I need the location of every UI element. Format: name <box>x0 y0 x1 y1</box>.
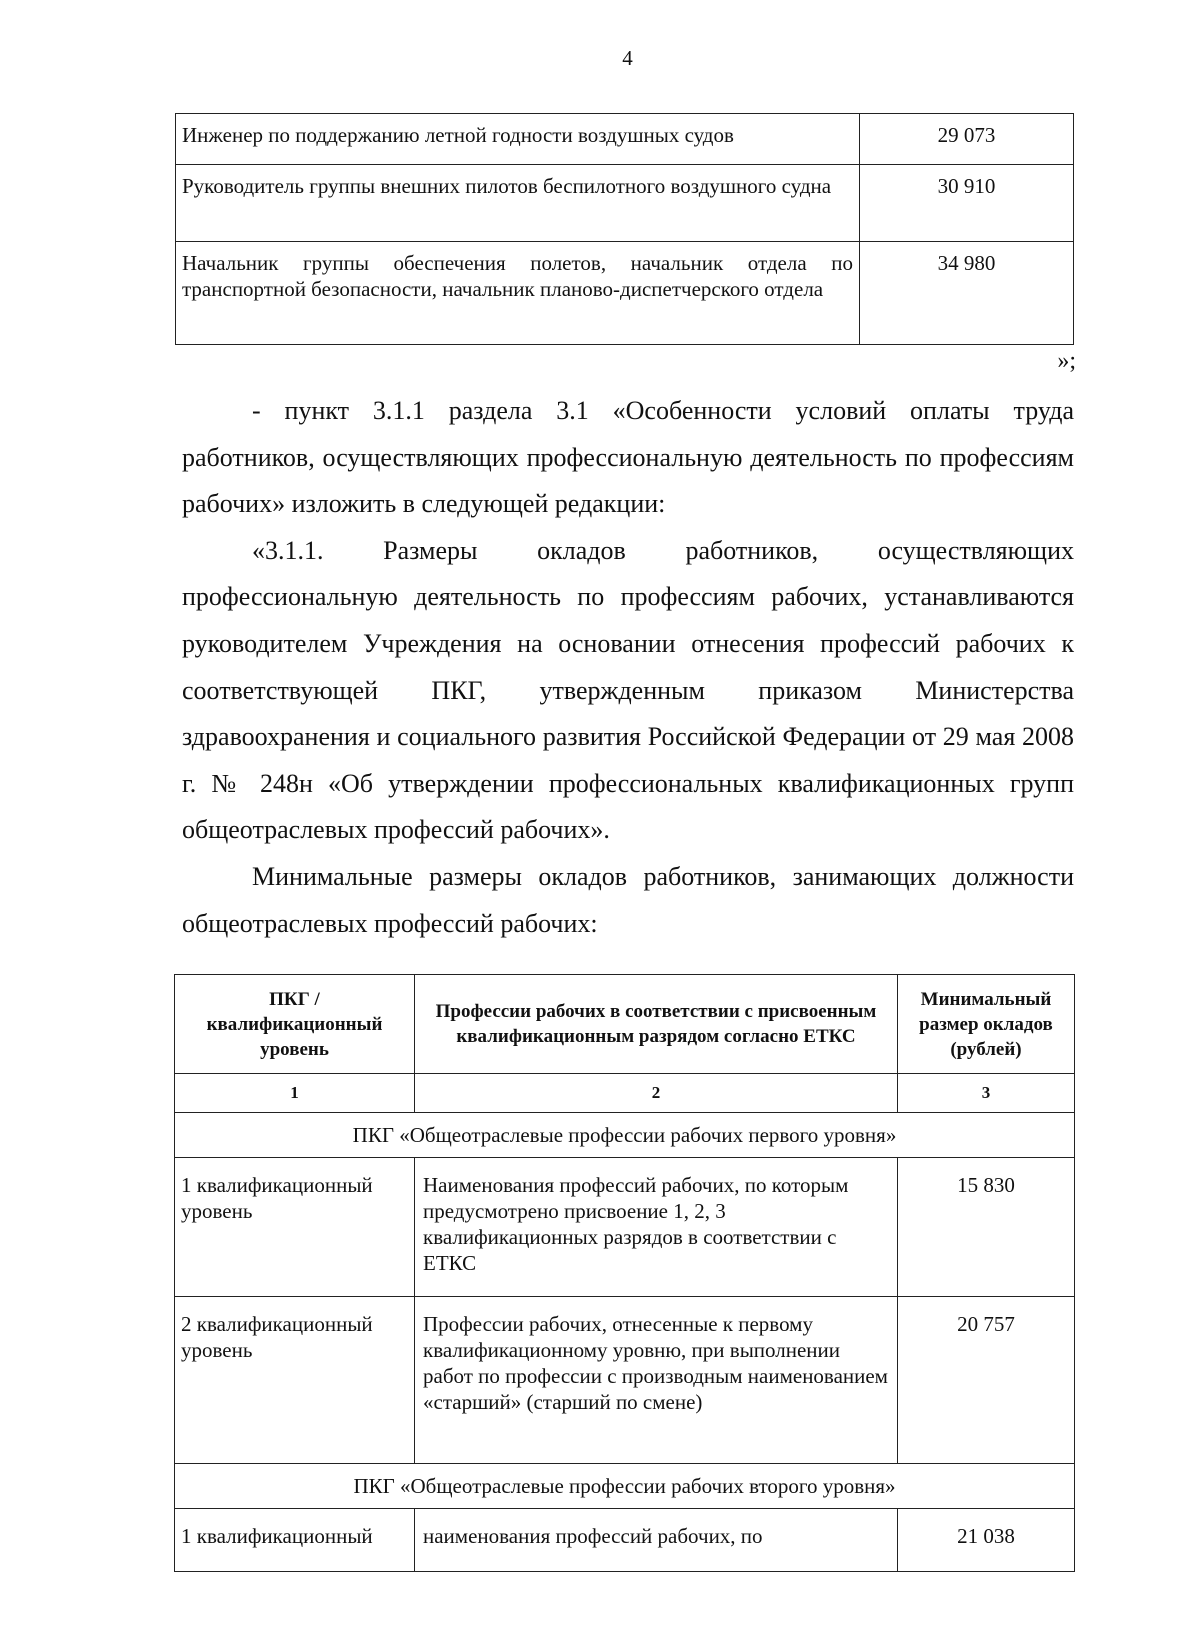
professions-description: Наименования профессий рабочих, по которым предусмотрено присвоение 1, 2, 3 квалификационных разрядов в соответствии с ЕТКС <box>415 1158 898 1297</box>
minimum-salary: 15 830 <box>898 1158 1075 1297</box>
position-salary: 29 073 <box>860 114 1074 165</box>
position-name: Инженер по поддержанию летной годности воздушных судов <box>176 114 860 165</box>
group-row <box>175 1464 1075 1509</box>
group-title: ПКГ «Общеотраслевые профессии рабочих первого уровня» <box>175 1113 1075 1158</box>
table-row <box>176 114 1074 165</box>
column-number: 3 <box>898 1074 1075 1113</box>
group-title: ПКГ «Общеотраслевые профессии рабочих второго уровня» <box>175 1464 1075 1509</box>
intro-paragraph: Минимальные размеры окладов работников, занимающих должности общеотраслевых профессий рабочих: <box>182 861 1074 938</box>
column-header-level: ПКГ / квалификационный уровень <box>175 975 415 1074</box>
table-row <box>175 1158 1075 1297</box>
table-row <box>175 1509 1075 1572</box>
clause-paragraph: «3.1.1. Размеры окладов работников, осуществляющих профессиональную деятельность по профессиям рабочих, устанавливаются руководителем Учреждения на основании отнесения профессий рабочих к соответствующей ПКГ, утвержденным приказом Министерства здравоохранения и социального развития Российской Федерации от 29 мая 2008 г. № 248н «Об утверждении профессиональных квалификационных групп общеотраслевых профессий рабочих». <box>182 535 1074 845</box>
group-row <box>175 1113 1075 1158</box>
column-number-row <box>175 1074 1075 1113</box>
page-number: 4 <box>622 46 633 70</box>
closing-quote: »; <box>1057 348 1076 374</box>
minimum-salary: 20 757 <box>898 1297 1075 1464</box>
minimum-salary: 21 038 <box>898 1509 1075 1572</box>
qualification-level: 2 квалификационный уровень <box>175 1297 415 1464</box>
position-salary: 30 910 <box>860 165 1074 242</box>
column-number: 1 <box>175 1074 415 1113</box>
table-header-row <box>175 975 1075 1074</box>
amendment-paragraph: - пункт 3.1.1 раздела 3.1 «Особенности условий оплаты труда работников, осуществляющих профессиональную деятельность по профессиям рабочих» изложить в следующей редакции: <box>182 396 1074 519</box>
positions-salary-table <box>175 113 1074 345</box>
table-row <box>176 242 1074 345</box>
table-row <box>175 1297 1075 1464</box>
position-salary: 34 980 <box>860 242 1074 345</box>
position-name: Руководитель группы внешних пилотов беспилотного воздушного судна <box>176 165 860 242</box>
professions-description: Профессии рабочих, отнесенные к первому квалификационному уровню, при выполнении работ по профессии с производным наименованием «старший» (старший по смене) <box>415 1297 898 1464</box>
professions-description: наименования профессий рабочих, по <box>415 1509 898 1572</box>
column-header-salary: Минимальный размер окладов (рублей) <box>898 975 1075 1074</box>
column-number: 2 <box>415 1074 898 1113</box>
qualification-level: 1 квалификационный <box>175 1509 415 1572</box>
position-name: Начальник группы обеспечения полетов, начальник отдела по транспортной безопасности, начальник планово-диспетчерского отдела <box>176 242 860 345</box>
column-header-professions: Профессии рабочих в соответствии с присвоенным квалификационным разрядом согласно ЕТКС <box>415 975 898 1074</box>
document-body <box>182 388 1074 947</box>
table-row <box>176 165 1074 242</box>
qualification-level: 1 квалификационный уровень <box>175 1158 415 1297</box>
worker-salary-table <box>174 974 1075 1572</box>
